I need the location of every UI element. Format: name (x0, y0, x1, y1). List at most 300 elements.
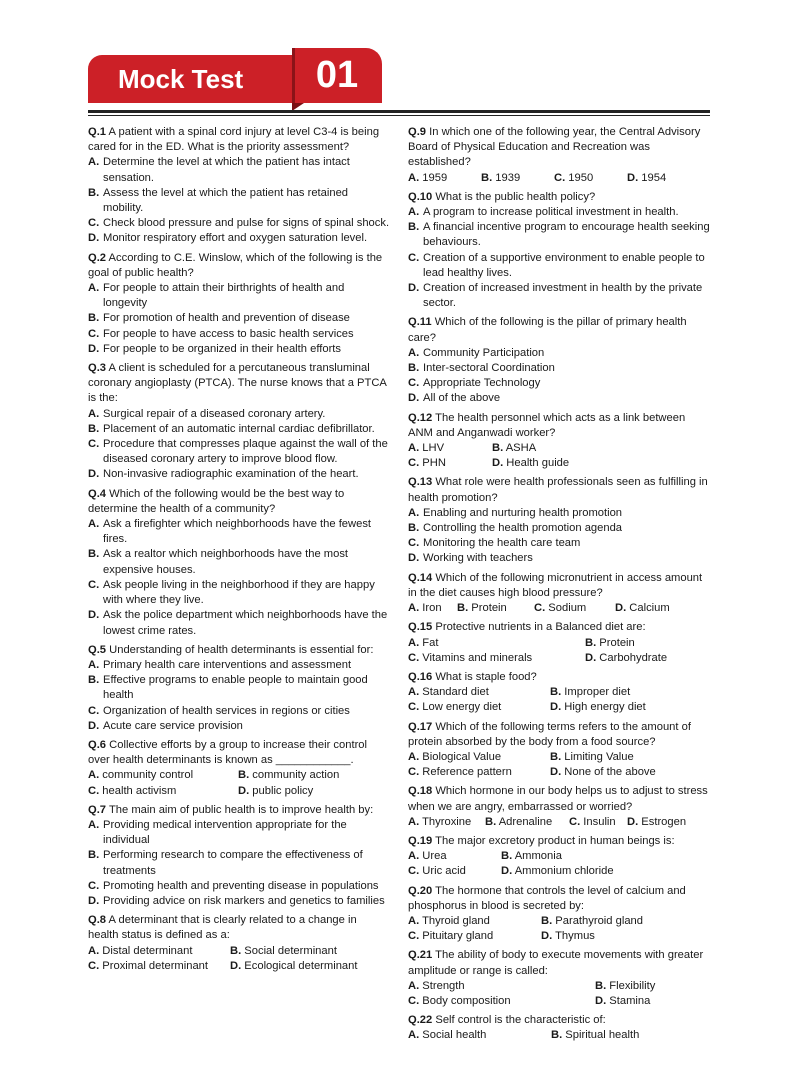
option-row (408, 979, 710, 994)
question-stem: Self control is the characteristic of: (435, 1014, 606, 1027)
question-stem: The ability of body to execute movements with greater amplitude or range is called: (408, 949, 704, 977)
option (230, 959, 357, 974)
option-letter: B. (88, 186, 100, 199)
option-text: Acute care service provision (103, 719, 243, 732)
option-text: Check blood pressure and pulse for signs of spinal shock. (103, 217, 390, 230)
option-text: For people to have access to basic health services (103, 327, 354, 340)
option-text: Organization of health services in regions or cities (103, 704, 350, 717)
option-letter: B. (88, 312, 100, 325)
option-letter: D. (595, 994, 607, 1007)
option-letter: B. (457, 602, 469, 615)
option-letter: A. (88, 944, 100, 957)
option-row (408, 601, 710, 616)
option-text: Controlling the health promotion agenda (423, 522, 623, 535)
question-text (408, 475, 710, 505)
option (88, 848, 390, 878)
option-text: Ammonium chloride (514, 865, 614, 878)
option (408, 536, 710, 551)
right-column (408, 125, 710, 1048)
option-letter: A. (408, 346, 420, 359)
option-text: Improper diet (564, 686, 631, 699)
option (88, 768, 238, 783)
question-number: Q.6 (88, 738, 107, 751)
question-number: Q.17 (408, 720, 433, 733)
question-text (88, 487, 390, 517)
option-text: public policy (252, 784, 314, 797)
option-text: A financial incentive program to encourage health seeking behaviours. (423, 221, 710, 249)
option-text: Thymus (555, 930, 595, 943)
option-text: Social health (422, 1029, 487, 1042)
option-letter: C. (408, 651, 420, 664)
option-text: 1939 (495, 171, 521, 184)
question-text (408, 571, 710, 601)
question-stem: The main aim of public health is to improve health by: (108, 803, 374, 816)
option-letter: C. (88, 879, 100, 892)
option (408, 361, 710, 376)
option-text: Determine the level at which the patient has intact sensation. (103, 156, 350, 184)
question (408, 884, 710, 945)
question (88, 361, 390, 483)
option-row (408, 636, 710, 651)
option (541, 914, 643, 929)
option (238, 784, 313, 799)
option-row (408, 441, 710, 456)
question (408, 315, 710, 406)
option (408, 376, 710, 391)
option-letter: C. (408, 701, 420, 714)
option-letter: B. (88, 849, 100, 862)
option (88, 216, 390, 231)
question (408, 190, 710, 312)
option (585, 651, 667, 666)
option (88, 437, 390, 467)
option-letter: D. (408, 392, 420, 405)
option-letter: C. (408, 251, 420, 264)
option-text: Stamina (609, 994, 651, 1007)
question-number: Q.3 (88, 362, 107, 375)
question-number: Q.20 (408, 884, 433, 897)
option-text: Primary health care interventions and assessment (103, 658, 352, 671)
option (554, 171, 627, 186)
option-row (408, 994, 710, 1009)
option-text: Fat (422, 636, 439, 649)
option (408, 346, 710, 361)
option (88, 818, 390, 848)
option-text: Monitor respiratory effort and oxygen saturation level. (103, 232, 368, 245)
option-letter: C. (554, 171, 566, 184)
option-letter: B. (541, 914, 553, 927)
option-row (408, 815, 710, 830)
question-stem: What role were health professionals seen as fulfilling in health promotion? (408, 476, 708, 504)
question-number: Q.4 (88, 487, 107, 500)
question-number: Q.2 (88, 251, 107, 264)
option-letter: D. (541, 930, 553, 943)
question (408, 125, 710, 186)
option (541, 929, 595, 944)
option-letter: A. (88, 407, 100, 420)
option-letter: C. (569, 815, 581, 828)
question-stem: Which of the following micronutrient in access amount in the diet causes high blood pressure? (408, 571, 703, 599)
option (569, 815, 627, 830)
option-text: Community Participation (423, 346, 545, 359)
option (534, 601, 615, 616)
question (408, 475, 710, 566)
option-text: Spiritual health (565, 1029, 640, 1042)
option (408, 220, 710, 250)
option (88, 959, 230, 974)
option (408, 521, 710, 536)
option-text: Enabling and nurturing health promotion (423, 506, 623, 519)
option-letter: A. (88, 658, 100, 671)
question-text (88, 251, 390, 281)
option-row (408, 864, 710, 879)
option-text: Flexibility (609, 979, 656, 992)
option-letter: B. (550, 750, 562, 763)
question-number: Q.19 (408, 834, 433, 847)
question (88, 643, 390, 734)
option-letter: D. (408, 552, 420, 565)
option-text: For people to be organized in their health efforts (103, 342, 341, 355)
question-stem: Which of the following terms refers to the amount of protein absorbed by the body from a food source? (408, 720, 691, 748)
question (408, 670, 710, 716)
option-text: Thyroid gland (422, 914, 490, 927)
question (88, 803, 390, 909)
question-number: Q.13 (408, 476, 433, 489)
option-letter: A. (408, 979, 420, 992)
question-text (408, 125, 710, 171)
option-letter: A. (408, 206, 420, 219)
header-divider-thin (88, 115, 710, 116)
option-letter: D. (88, 609, 100, 622)
option-text: For people to attain their birthrights of health and longevity (103, 282, 345, 310)
option-text: For promotion of health and prevention of disease (103, 312, 350, 325)
option-text: Ask a firefighter which neighborhoods have the fewest fires. (103, 518, 372, 546)
option (408, 506, 710, 521)
option (230, 944, 337, 959)
option-letter: A. (88, 769, 100, 782)
option (88, 517, 390, 547)
option-letter: A. (408, 750, 420, 763)
question-stem: Understanding of health determinants is essential for: (109, 643, 374, 656)
option (238, 768, 339, 783)
option-letter: C. (88, 784, 100, 797)
option (408, 391, 710, 406)
option-letter: A. (408, 171, 420, 184)
question-number: Q.21 (408, 949, 433, 962)
option (88, 719, 390, 734)
question (408, 571, 710, 617)
option-letter: D. (88, 342, 100, 355)
question (408, 411, 710, 472)
mock-test-title: Mock Test (88, 55, 293, 103)
question-stem: Protective nutrients in a Balanced diet are: (435, 621, 646, 634)
option-letter: D. (230, 959, 242, 972)
option (501, 849, 562, 864)
option (88, 578, 390, 608)
option (88, 311, 390, 326)
option (88, 894, 390, 909)
question-text (88, 803, 390, 818)
option-letter: D. (238, 784, 250, 797)
question-number: Q.11 (408, 316, 432, 329)
option (408, 849, 501, 864)
option-row (408, 765, 710, 780)
header-divider (88, 110, 710, 113)
option-letter: D. (627, 815, 639, 828)
option-text: 1959 (422, 171, 448, 184)
question-number: Q.18 (408, 785, 433, 798)
question-stem: In which one of the following year, the Central Advisory Board of Physical Education and Recreation was established? (408, 126, 701, 169)
question-number: Q.1 (88, 126, 107, 138)
option-text: Performing research to compare the effectiveness of treatments (103, 849, 363, 877)
option-text: LHV (422, 442, 445, 455)
option-text: community control (102, 769, 194, 782)
option-letter: C. (88, 327, 100, 340)
question-text (408, 315, 710, 345)
question (88, 913, 390, 974)
question-stem: Which hormone in our body helps us to adjust to stress when we are angry, embarrassed or worried? (408, 785, 708, 813)
option (408, 651, 585, 666)
option (408, 994, 595, 1009)
option (88, 327, 390, 342)
question (88, 125, 390, 247)
option-text: Health guide (506, 457, 570, 470)
option (408, 914, 541, 929)
option (595, 979, 655, 994)
question-stem: The hormone that controls the level of calcium and phosphorus in blood is secreted by: (408, 884, 686, 912)
option (408, 551, 710, 566)
option-letter: B. (408, 221, 420, 234)
option-text: health activism (102, 784, 177, 797)
question (88, 738, 390, 799)
option-text: Providing medical intervention appropriate for the individual (103, 818, 347, 847)
option (408, 636, 585, 651)
option (88, 342, 390, 357)
option-text: Assess the level at which the patient has retained mobility. (103, 186, 349, 215)
left-column (88, 125, 390, 978)
question-stem: Which of the following would be the best way to determine the health of a community? (88, 487, 345, 515)
option-letter: B. (485, 815, 497, 828)
option (88, 879, 390, 894)
option-text: Proximal determinant (102, 959, 208, 972)
option-letter: A. (408, 914, 420, 927)
option-text: Monitoring the health care team (423, 537, 581, 550)
option-letter: A. (88, 518, 100, 531)
option-text: 1954 (641, 171, 667, 184)
option-text: Effective programs to enable people to maintain good health (103, 674, 368, 702)
question-stem: The major excretory product in human beings is: (435, 834, 675, 847)
option-letter: C. (408, 537, 420, 550)
option-text: A program to increase political investment in health. (423, 206, 679, 219)
question (408, 948, 710, 1009)
option-text: Working with teachers (423, 552, 533, 565)
option (88, 704, 390, 719)
option-letter: B. (585, 636, 597, 649)
option-text: Vitamins and minerals (422, 651, 533, 664)
option (550, 750, 634, 765)
option-text: Surgical repair of a diseased coronary artery. (103, 407, 326, 420)
question-stem: A determinant that is clearly related to a change in health status is defined as a: (88, 914, 357, 942)
option-text: PHN (422, 457, 446, 470)
question-number: Q.14 (408, 571, 433, 584)
option-text: Standard diet (422, 686, 489, 699)
option (88, 422, 390, 437)
option-letter: C. (408, 457, 420, 470)
option-text: Low energy diet (422, 701, 502, 714)
option-letter: A. (88, 818, 100, 831)
option-row (408, 849, 710, 864)
option (88, 784, 238, 799)
question-text (408, 948, 710, 978)
option (595, 994, 650, 1009)
question-stem: According to C.E. Winslow, which of the following is the goal of public health? (88, 251, 383, 279)
option-letter: A. (408, 850, 420, 863)
option (492, 456, 569, 471)
page-header (88, 48, 710, 108)
option-text: Insulin (583, 815, 616, 828)
question-text (408, 670, 710, 685)
option-text: Procedure that compresses plaque against the wall of the diseased coronary artery to improve blood flow. (103, 438, 388, 466)
option (550, 685, 630, 700)
option-letter: B. (501, 850, 513, 863)
option-row (408, 456, 710, 471)
option (408, 281, 710, 311)
option-letter: B. (230, 944, 242, 957)
option-letter: D. (88, 232, 100, 245)
option (550, 765, 656, 780)
question-number: Q.22 (408, 1014, 433, 1027)
option-letter: A. (88, 282, 100, 295)
option-letter: A. (408, 686, 420, 699)
option (408, 864, 501, 879)
question-text (408, 1013, 710, 1028)
option-text: 1950 (568, 171, 594, 184)
question-stem: What is staple food? (435, 670, 537, 683)
option-text: Social determinant (244, 944, 337, 957)
option-row (408, 1028, 710, 1043)
option (485, 815, 569, 830)
option-text: None of the above (564, 766, 656, 779)
option (408, 765, 550, 780)
option-letter: C. (408, 766, 420, 779)
option-letter: D. (408, 282, 420, 295)
option-text: Inter-sectoral Coordination (423, 362, 555, 375)
option-letter: D. (88, 719, 100, 732)
option-row (408, 700, 710, 715)
option-row (88, 959, 390, 974)
option (408, 815, 485, 830)
question-stem: What is the public health policy? (435, 190, 596, 203)
option-text: Ask a realtor which neighborhoods have the most expensive houses. (103, 548, 349, 576)
question-number: Q.9 (408, 126, 427, 138)
option-text: Parathyroid gland (555, 914, 643, 927)
option-text: Appropriate Technology (423, 377, 541, 390)
question (88, 251, 390, 357)
option-letter: A. (408, 636, 420, 649)
option-letter: C. (408, 377, 420, 390)
question-number: Q.15 (408, 621, 433, 634)
option (408, 700, 550, 715)
option-text: Sodium (548, 602, 587, 615)
option-text: Calcium (629, 602, 670, 615)
option-letter: A. (408, 602, 420, 615)
option-letter: C. (534, 602, 546, 615)
option-letter: D. (627, 171, 639, 184)
question-text (408, 411, 710, 441)
option (88, 944, 230, 959)
option-text: Promoting health and preventing disease in populations (103, 879, 379, 892)
option-row (408, 171, 710, 186)
option-text: Placement of an automatic internal cardiac defibrillator. (103, 422, 375, 435)
option-text: Estrogen (641, 815, 687, 828)
option (408, 205, 710, 220)
option-text: Strength (422, 979, 465, 992)
option (492, 441, 536, 456)
option-row (408, 914, 710, 929)
option-text: Limiting Value (564, 750, 634, 763)
question-number: Q.5 (88, 643, 107, 656)
option-letter: B. (238, 769, 250, 782)
option-letter: A. (408, 506, 420, 519)
option-text: Distal determinant (102, 944, 193, 957)
option-letter: D. (585, 651, 597, 664)
option (408, 979, 595, 994)
question-text (88, 738, 390, 768)
option-text: Creation of a supportive environment to enable people to lead healthy lives. (423, 251, 705, 279)
option (408, 171, 481, 186)
question-number: Q.7 (88, 803, 107, 816)
option (627, 171, 666, 186)
option-letter: C. (88, 438, 100, 451)
option-text: Reference pattern (422, 766, 512, 779)
question-text (408, 190, 710, 205)
option-text: community action (252, 769, 340, 782)
option-text: Ammonia (514, 850, 562, 863)
option (88, 547, 390, 577)
option-text: Ecological determinant (244, 959, 358, 972)
option (481, 171, 554, 186)
option-text: Adrenaline (498, 815, 553, 828)
option-letter: B. (595, 979, 607, 992)
option-text: Body composition (422, 994, 511, 1007)
option (457, 601, 534, 616)
option-row (88, 768, 390, 783)
question (88, 487, 390, 639)
option-letter: A. (408, 442, 420, 455)
option-text: Non-invasive radiographic examination of the heart. (103, 468, 359, 481)
option-text: Creation of increased investment in health by the private sector. (423, 282, 703, 310)
question-text (408, 784, 710, 814)
option-text: Ask people living in the neighborhood if they are happy with where they live. (103, 578, 375, 607)
option-text: Protein (471, 602, 507, 615)
option-letter: C. (88, 959, 100, 972)
option-text: Carbohydrate (599, 651, 668, 664)
option-letter: D. (550, 701, 562, 714)
option (408, 441, 492, 456)
option (408, 685, 550, 700)
option (551, 1028, 639, 1043)
option (550, 700, 646, 715)
option-text: Iron (422, 602, 442, 615)
option (408, 929, 541, 944)
option-letter: C. (88, 578, 100, 591)
option-text: Ask the police department which neighborhoods have the lowest crime rates. (103, 609, 388, 637)
option-text: Uric acid (422, 865, 466, 878)
option (88, 467, 390, 482)
option (88, 231, 390, 246)
option-letter: B. (551, 1029, 563, 1042)
option (501, 864, 614, 879)
